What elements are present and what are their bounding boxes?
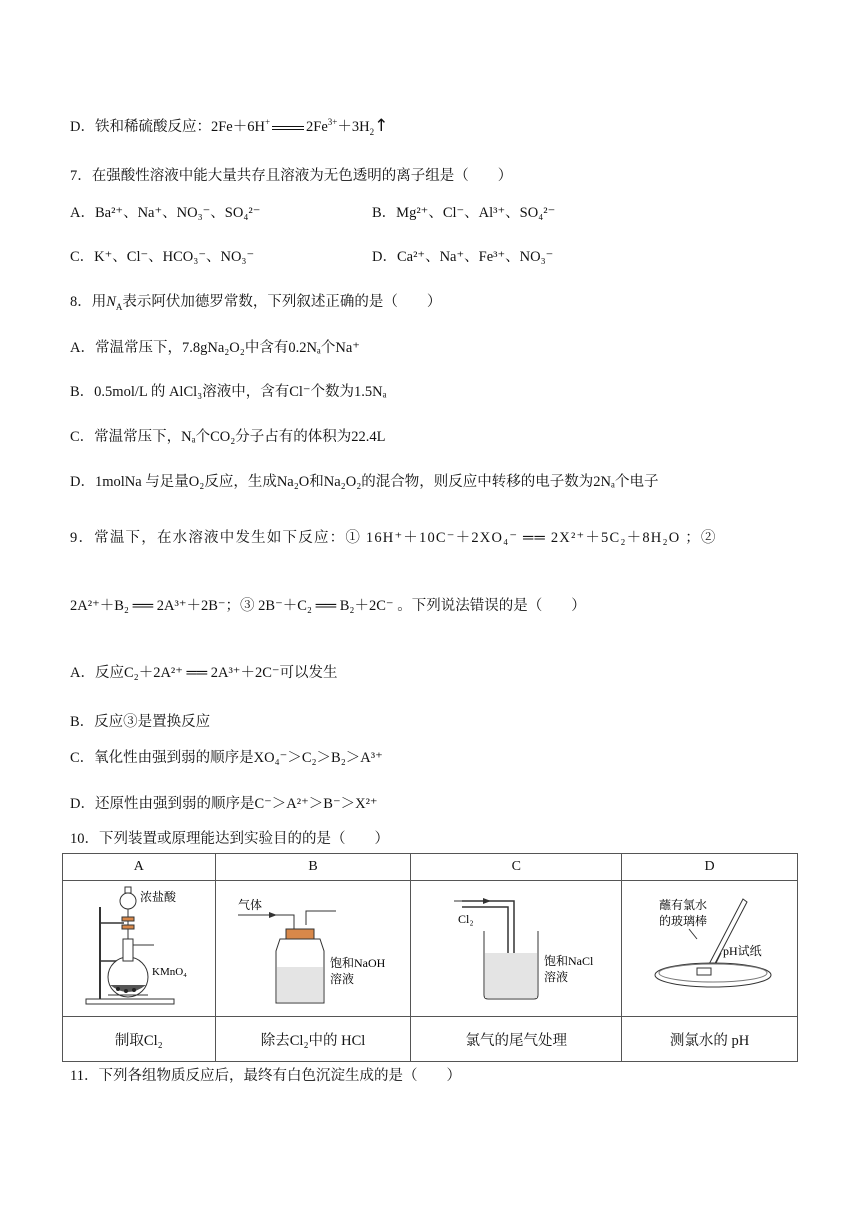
apparatus-table — [62, 853, 798, 1062]
caption-a: 制取Cl₂ — [63, 1017, 216, 1062]
chlorine-generator-figure — [64, 881, 214, 1011]
header-c: C — [411, 854, 622, 881]
apparatus-a-cell — [63, 881, 216, 1017]
label-gas: 气体 — [238, 898, 263, 912]
tail-gas-beaker-figure — [416, 881, 616, 1011]
ph-test-figure — [625, 881, 795, 1011]
q9-stem-line2: 2A²⁺＋B₂ ══ 2A³⁺＋2B⁻；③ 2B⁻＋C₂ ══ B₂＋2C⁻ 。下列说法错误的是（ ） — [70, 598, 586, 614]
label-solution-c: 溶液 — [544, 970, 569, 984]
label-naoh: 饱和NaOH — [330, 956, 386, 970]
option-label: D．铁和稀硫酸反应： — [70, 119, 211, 135]
q7-option-c: C．K⁺、Cl⁻、HCO₃⁻、NO₃⁻ — [70, 249, 255, 265]
q9-option-d: D．还原性由强到弱的顺序是C⁻＞A²⁺＞B⁻＞X²⁺ — [70, 796, 378, 812]
q8-option-b: B．0.5mol/L 的 AlCl₃溶液中，含有Cl⁻个数为1.5Nₐ — [70, 384, 387, 400]
label-solution-b: 溶液 — [330, 972, 355, 986]
q7-option-b: B．Mg²⁺、Cl⁻、Al³⁺、SO₄²⁻ — [372, 205, 556, 221]
label-rod2: 的玻璃棒 — [658, 914, 707, 928]
apparatus-b-cell — [215, 881, 411, 1017]
header-d: D — [622, 854, 798, 881]
q9-option-b: B．反应③是置换反应 — [70, 714, 211, 730]
q6-option-d: D．铁和稀硫酸反应：2Fe＋6H+ $2Fe^{3+}+3H_2↑$ — [70, 116, 389, 137]
q7-option-a: A．Ba²⁺、Na⁺、NO₃⁻、SO₄²⁻ — [70, 205, 261, 221]
label-nacl: 饱和NaCl — [544, 954, 594, 968]
q7-option-d: D．Ca²⁺、Na⁺、Fe³⁺、NO₃⁻ — [372, 249, 554, 265]
header-a: A — [63, 854, 216, 881]
caption-c: 氯气的尾气处理 — [411, 1017, 622, 1062]
q8-option-d: D．1molNa 与足量O₂反应，生成Na₂O和Na₂O₂的混合物，则反应中转移的电子数为2Nₐ个电子 — [70, 474, 659, 490]
header-b: B — [215, 854, 411, 881]
apparatus-d-cell — [622, 881, 798, 1017]
caption-b: 除去Cl₂中的 HCl — [215, 1017, 411, 1062]
q7-stem: 7．在强酸性溶液中能大量共存且溶液为无色透明的离子组是（ ） — [70, 168, 513, 184]
q9-option-a: A．反应C₂＋2A²⁺ ══ 2A³⁺＋2C⁻可以发生 — [70, 665, 338, 681]
q8-option-a: A．常温常压下，7.8gNa₂O₂中含有0.2Nₐ个Na⁺ — [70, 340, 360, 356]
q11-stem: 11．下列各组物质反应后，最终有白色沉淀生成的是（ ） — [70, 1068, 461, 1084]
label-rod1: 蘸有氯水 — [658, 898, 707, 912]
label-ph-paper: pH试纸 — [722, 944, 762, 958]
gas-up-arrow: ↑ — [374, 116, 389, 136]
label-conc-hcl: 浓盐酸 — [139, 890, 176, 904]
q9-option-c: C．氧化性由强到弱的顺序是XO₄⁻＞C₂＞B₂＞A³⁺ — [70, 750, 383, 766]
q10-stem: 10．下列装置或原理能达到实验目的的是（ ） — [70, 831, 389, 847]
caption-d: 测氯水的 pH — [622, 1017, 798, 1062]
equals-arrow — [272, 126, 304, 130]
washing-bottle-figure — [218, 881, 408, 1011]
q9-stem-line1: 9．常温下，在水溶液中发生如下反应：① 16H⁺＋10C⁻＋2XO₄⁻ ══ 2X²⁺＋5C₂＋8H₂O ；② — [70, 530, 717, 546]
label-cl2: Cl₂ — [458, 912, 474, 926]
q8-stem: 8．用$N_A$表示阿伏加德罗常数，下列叙述正确的是（ ） — [70, 294, 442, 312]
label-kmno4: KMnO₄ — [151, 966, 187, 978]
q8-option-c: C．常温常压下，Nₐ个CO₂分子占有的体积为22.4L — [70, 429, 386, 445]
apparatus-c-cell — [411, 881, 622, 1017]
